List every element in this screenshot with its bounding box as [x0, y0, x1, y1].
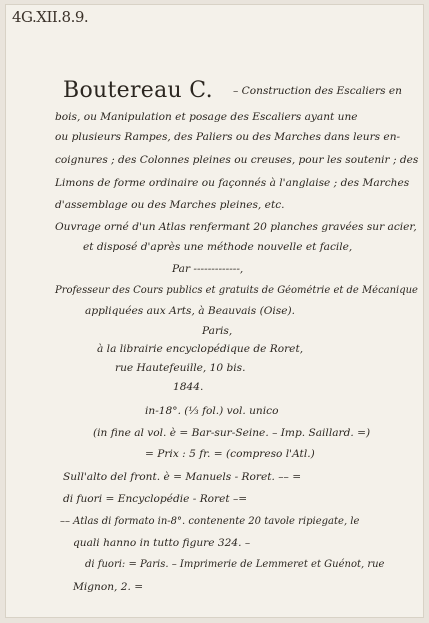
shelfmark: 4G.XII.8.9. [12, 8, 89, 26]
note-line: Sull'alto del front. è = Manuels - Roret. –– = [63, 471, 302, 483]
note-line: –– Atlas di formato in-8°. contenente 20 tavole ripiegate, le [60, 516, 360, 527]
note-line: di fuori: = Paris. – Imprimerie de Lemmeret et Guénot, rue [85, 559, 385, 570]
note-line: Mignon, 2. = [73, 581, 144, 593]
note-line: = Prix : 5 fr. = (compreso l'Atl.) [145, 448, 315, 460]
note-line: di fuori = Encyclopédie - Roret –= [63, 493, 248, 505]
title-line: Paris, [202, 325, 233, 337]
note-line: (in fine al vol. è = Bar-sur-Seine. – Imp. Saillard. =) [93, 427, 371, 439]
author-name: Boutereau C. [63, 78, 213, 103]
title-line: 1844. [173, 381, 204, 393]
title-line: appliquées aux Arts, à Beauvais (Oise). [85, 305, 296, 317]
title-line: Ouvrage orné d'un Atlas renfermant 20 planches gravées sur acier, [55, 221, 417, 233]
title-line: Par -------------, [172, 263, 244, 275]
title-line: ou plusieurs Rampes, des Paliers ou des Marches dans leurs en- [55, 131, 401, 143]
title-line: – Construction des Escaliers en [233, 85, 402, 97]
title-line: d'assemblage ou des Marches pleines, etc. [55, 199, 285, 211]
catalog-card [5, 4, 424, 618]
title-line: à la librairie encyclopédique de Roret, [97, 343, 304, 355]
title-line: rue Hautefeuille, 10 bis. [115, 362, 246, 374]
title-line: Professeur des Cours publics et gratuits de Géométrie et de Mécanique [55, 285, 418, 296]
title-line: bois, ou Manipulation et posage des Escaliers ayant une [55, 111, 358, 123]
note-line: in-18°. (⅓ fol.) vol. unico [145, 405, 279, 417]
title-line: Limons de forme ordinaire ou façonnés à l'anglaise ; des Marches [55, 177, 410, 189]
title-line: coignures ; des Colonnes pleines ou creuses, pour les soutenir ; des [55, 154, 419, 166]
note-line: quali hanno in tutto figure 324. – [73, 537, 251, 549]
title-line: et disposé d'après une méthode nouvelle et facile, [83, 241, 353, 253]
